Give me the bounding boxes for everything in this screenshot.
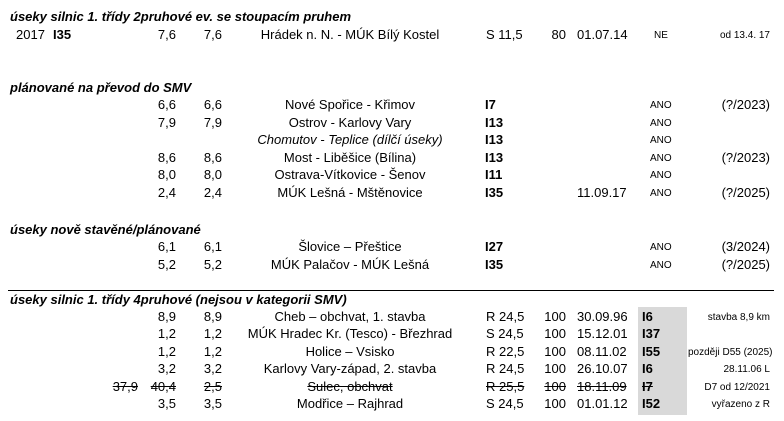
note-cell: (?/2023) [721, 97, 770, 112]
section-name-cell: Šlovice – Přeštice [298, 239, 402, 254]
length-a-cell: 1,2 [157, 344, 176, 359]
speed-cell: 100 [544, 379, 566, 394]
table-row [0, 132, 784, 149]
date-cell: 30.09.96 [577, 309, 628, 324]
road-cell: I13 [485, 115, 504, 130]
section-header-planned-smv: plánované na převod do SMV [10, 80, 192, 95]
road-cell: I11 [485, 167, 503, 182]
note-cell: později D55 (2025) [688, 347, 773, 358]
date-cell: 08.11.02 [577, 344, 627, 359]
status-cell: ANO [650, 118, 672, 129]
section-divider [8, 290, 774, 291]
category-cell: R 25,5 [486, 379, 525, 394]
road-cell: I35 [485, 185, 504, 200]
note-cell: (?/2025) [721, 185, 770, 200]
section-header-new-planned: úseky nově stavěné/plánované [10, 222, 201, 237]
length-b-cell: 3,2 [203, 361, 222, 376]
status-cell: ANO [650, 153, 672, 164]
status-cell: ANO [650, 242, 672, 253]
note-cell: (3/2024) [721, 239, 770, 254]
road-cell: I27 [485, 239, 504, 254]
original-length-cell: 37,9 [112, 379, 138, 394]
speed-cell: 100 [544, 326, 566, 341]
table-row [0, 309, 784, 326]
length-a-cell: 7,6 [157, 27, 176, 42]
date-cell: 01.01.12 [577, 396, 628, 411]
table-row-struck [0, 379, 784, 396]
length-a-cell: 8,0 [157, 167, 176, 182]
table-row [0, 326, 784, 343]
section-name-cell: Nové Spořice - Křimov [284, 97, 416, 112]
status-cell: ANO [650, 170, 672, 181]
category-cell: S 24,5 [486, 326, 524, 341]
length-b-cell: 8,9 [203, 309, 222, 324]
section-name-cell: MÚK Lešná - Mštěnovice [277, 185, 423, 200]
length-b-cell: 7,9 [203, 115, 222, 130]
table-row [0, 97, 784, 114]
section-name-cell: Karlovy Vary-západ, 2. stavba [263, 361, 437, 376]
section-header-2lane: úseky silnic 1. třídy 2pruhové ev. se stoupacím pruhem [10, 9, 352, 24]
table-row [0, 115, 784, 132]
status-cell: ANO [650, 188, 672, 199]
section-name-cell: MÚK Hradec Kr. (Tesco) - Březhrad [247, 326, 453, 341]
status-cell: NE [654, 30, 668, 41]
length-a-cell: 3,2 [157, 361, 176, 376]
section-name-cell: MÚK Palačov - MÚK Lešná [270, 257, 430, 272]
section-name-cell: Most - Liběšice (Bílina) [283, 150, 417, 165]
note-cell: D7 od 12/2021 [704, 382, 770, 393]
length-b-cell: 2,4 [203, 185, 222, 200]
section-name-cell: Chomutov - Teplice (dílčí úseky) [257, 132, 443, 147]
length-a-cell: 5,2 [157, 257, 176, 272]
length-b-cell: 1,2 [203, 344, 222, 359]
length-b-cell: 3,5 [203, 396, 222, 411]
road-cell: I52 [642, 396, 661, 411]
length-b-cell: 2,5 [203, 379, 222, 394]
section-name-cell: Ostrov - Karlovy Vary [288, 115, 412, 130]
road-cell: I7 [485, 97, 496, 112]
length-b-cell: 6,6 [203, 97, 222, 112]
speed-cell: 80 [551, 27, 566, 42]
length-a-cell: 6,6 [157, 97, 176, 112]
speed-cell: 100 [544, 361, 566, 376]
length-b-cell: 7,6 [203, 27, 222, 42]
table-row [0, 257, 784, 274]
section-name-cell: Sulec, obchvat [307, 379, 393, 394]
length-b-cell: 1,2 [203, 326, 222, 341]
category-cell: R 24,5 [486, 361, 525, 376]
road-cell: I55 [642, 344, 661, 359]
category-cell: R 22,5 [486, 344, 525, 359]
table-row [0, 167, 784, 184]
table-row [0, 396, 784, 413]
length-a-cell: 8,9 [157, 309, 176, 324]
table-row [0, 344, 784, 361]
section-name-cell: Modřice – Rajhrad [296, 396, 404, 411]
length-a-cell: 3,5 [157, 396, 176, 411]
length-a-cell: 8,6 [157, 150, 176, 165]
date-cell: 15.12.01 [577, 326, 628, 341]
category-cell: S 11,5 [486, 27, 523, 42]
section-name-cell: Hrádek n. N. - MÚK Bílý Kostel [260, 27, 440, 42]
road-cell: I37 [642, 326, 661, 341]
length-a-cell: 7,9 [157, 115, 176, 130]
length-a-cell: 6,1 [157, 239, 176, 254]
road-cell: I6 [642, 361, 653, 376]
road-cell: I35 [485, 257, 504, 272]
date-cell: 18.11.09 [577, 379, 627, 394]
note-cell: od 13.4. 17 [719, 30, 770, 41]
status-cell: ANO [650, 260, 672, 271]
section-name-cell: Holice – Vsisko [305, 344, 395, 359]
category-cell: R 24,5 [486, 309, 525, 324]
table-row [0, 150, 784, 167]
length-a-cell: 2,4 [157, 185, 176, 200]
date-cell: 01.07.14 [577, 27, 628, 42]
note-cell: vyřazeno z R [711, 399, 770, 410]
speed-cell: 100 [544, 396, 566, 411]
speed-cell: 100 [544, 344, 566, 359]
note-cell: (?/2023) [721, 150, 770, 165]
section-name-cell: Cheb – obchvat, 1. stavba [274, 309, 426, 324]
category-cell: S 24,5 [486, 396, 524, 411]
road-cell: I6 [642, 309, 653, 324]
section-header-4lane: úseky silnic 1. třídy 4pruhové (nejsou v kategorii SMV) [10, 292, 347, 307]
table-row [0, 27, 784, 44]
note-cell: (?/2025) [721, 257, 770, 272]
length-b-cell: 8,6 [203, 150, 222, 165]
status-cell: ANO [650, 100, 672, 111]
table-row [0, 361, 784, 378]
speed-cell: 100 [544, 309, 566, 324]
length-a-cell: 40,4 [150, 379, 176, 394]
length-a-cell: 1,2 [157, 326, 176, 341]
table-row [0, 185, 784, 202]
road-cell: I13 [485, 132, 504, 147]
length-b-cell: 5,2 [203, 257, 222, 272]
note-cell: 28.11.06 L [723, 364, 770, 375]
road-cell: I13 [485, 150, 504, 165]
year-cell: 2017 [16, 27, 45, 42]
date-cell: 11.09.17 [577, 185, 627, 200]
road-cell: I7 [642, 379, 653, 394]
road-cell: I35 [53, 27, 72, 42]
section-name-cell: Ostrava-Vítkovice - Šenov [274, 167, 426, 182]
length-b-cell: 6,1 [203, 239, 222, 254]
status-cell: ANO [650, 135, 672, 146]
table-row [0, 239, 784, 256]
date-cell: 26.10.07 [577, 361, 628, 376]
length-b-cell: 8,0 [203, 167, 222, 182]
note-cell: stavba 8,9 km [707, 312, 770, 323]
